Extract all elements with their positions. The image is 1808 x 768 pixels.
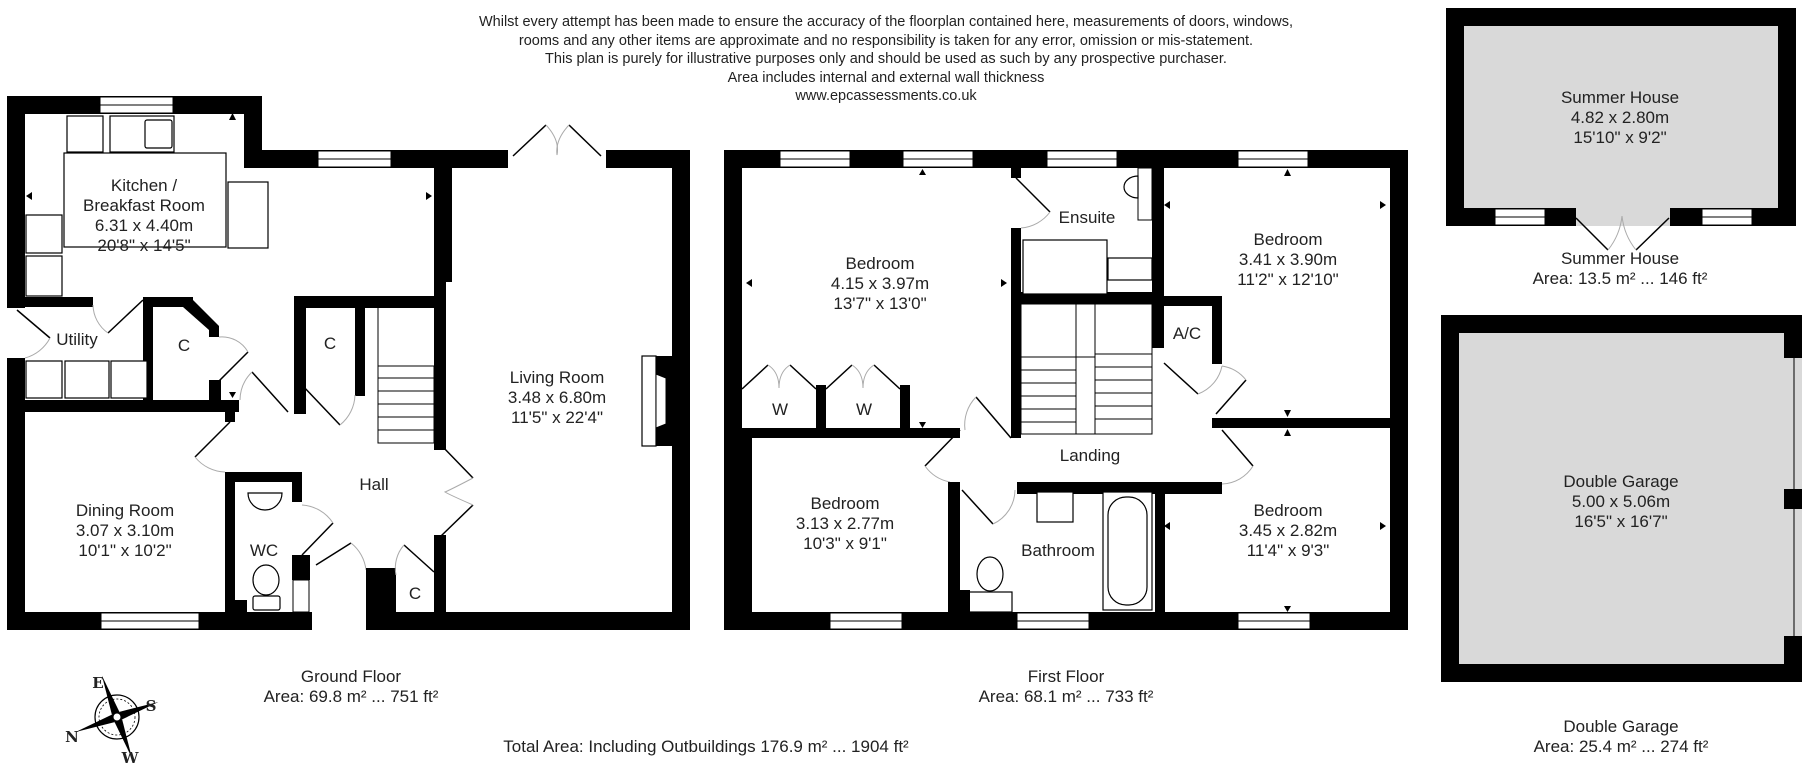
room-label-landing: Landing (1059, 446, 1121, 465)
room-label-kitchen: Kitchen / Breakfast Room 6.31 x 4.40m 20'8" x 14'5" (83, 176, 205, 255)
summer-house-caption: Summer House Area: 13.5 m² ... 146 ft² (1532, 249, 1708, 288)
room-label-bedroom-1: Bedroom 4.15 x 3.97m 13'7" x 13'0" (830, 254, 930, 313)
ground-floor-caption: Ground Floor Area: 69.8 m² ... 751 ft² (263, 667, 439, 706)
room-label-ensuite: Ensuite (1058, 208, 1116, 227)
room-label-dining-room: Dining Room 3.07 x 3.10m 10'1" x 10'2" (75, 501, 175, 560)
disclaimer-line: Whilst every attempt has been made to ensure the accuracy of the floorplan contained here, measurements of doors, windows, (478, 14, 1294, 30)
staircase (378, 308, 434, 443)
room-label-cupboard: C (177, 336, 191, 355)
room-label-bedroom-2: Bedroom 3.41 x 3.90m 11'2" x 12'10" (1237, 230, 1339, 289)
room-label-airing-cupboard: A/C (1172, 324, 1202, 343)
room-label-double-garage: Double Garage 5.00 x 5.06m 16'5" x 16'7" (1563, 472, 1679, 531)
room-label-wardrobe: W (771, 400, 789, 419)
room-label-bedroom-3: Bedroom 3.13 x 2.77m 10'3" x 9'1" (795, 494, 895, 553)
disclaimer-line: rooms and any other items are approximate and no responsibility is taken for any error, omission or mis-statement. (518, 32, 1254, 49)
compass-north-label: N (65, 728, 79, 746)
website-link[interactable]: www.epcassessments.co.uk (795, 88, 977, 104)
room-label-wardrobe: W (855, 400, 873, 419)
room-label-utility: Utility (56, 330, 98, 349)
compass-south-label: S (145, 697, 157, 715)
double-garage-caption: Double Garage Area: 25.4 m² ... 274 ft² (1533, 717, 1709, 756)
room-label-cupboard: C (323, 334, 337, 353)
disclaimer-text (479, 13, 1293, 106)
room-label-bathroom: Bathroom (1021, 541, 1095, 560)
staircase-first-floor (1021, 304, 1152, 434)
compass-rose-icon (74, 674, 159, 759)
total-area: Total Area: Including Outbuildings 176.9 m² ... 1904 ft² (503, 737, 909, 756)
room-label-summer-house: Summer House 4.82 x 2.80m 15'10" x 9'2" (1560, 88, 1680, 147)
room-label-wc: WC (249, 541, 279, 560)
room-label-cupboard: C (408, 584, 422, 603)
disclaimer-line: Area includes internal and external wall thickness (727, 69, 1045, 86)
room-label-living-room: Living Room 3.48 x 6.80m 11'5" x 22'4" (507, 368, 607, 427)
disclaimer-line: This plan is purely for illustrative purposes only and should be used as such by any prospective purchaser. (545, 51, 1227, 67)
first-floor-caption: First Floor Area: 68.1 m² ... 733 ft² (978, 667, 1154, 706)
room-label-bedroom-4: Bedroom 3.45 x 2.82m 11'4" x 9'3" (1238, 501, 1338, 560)
compass-west-label: W (121, 749, 139, 767)
compass-east-label: E (92, 674, 104, 692)
room-label-hall: Hall (359, 475, 389, 494)
